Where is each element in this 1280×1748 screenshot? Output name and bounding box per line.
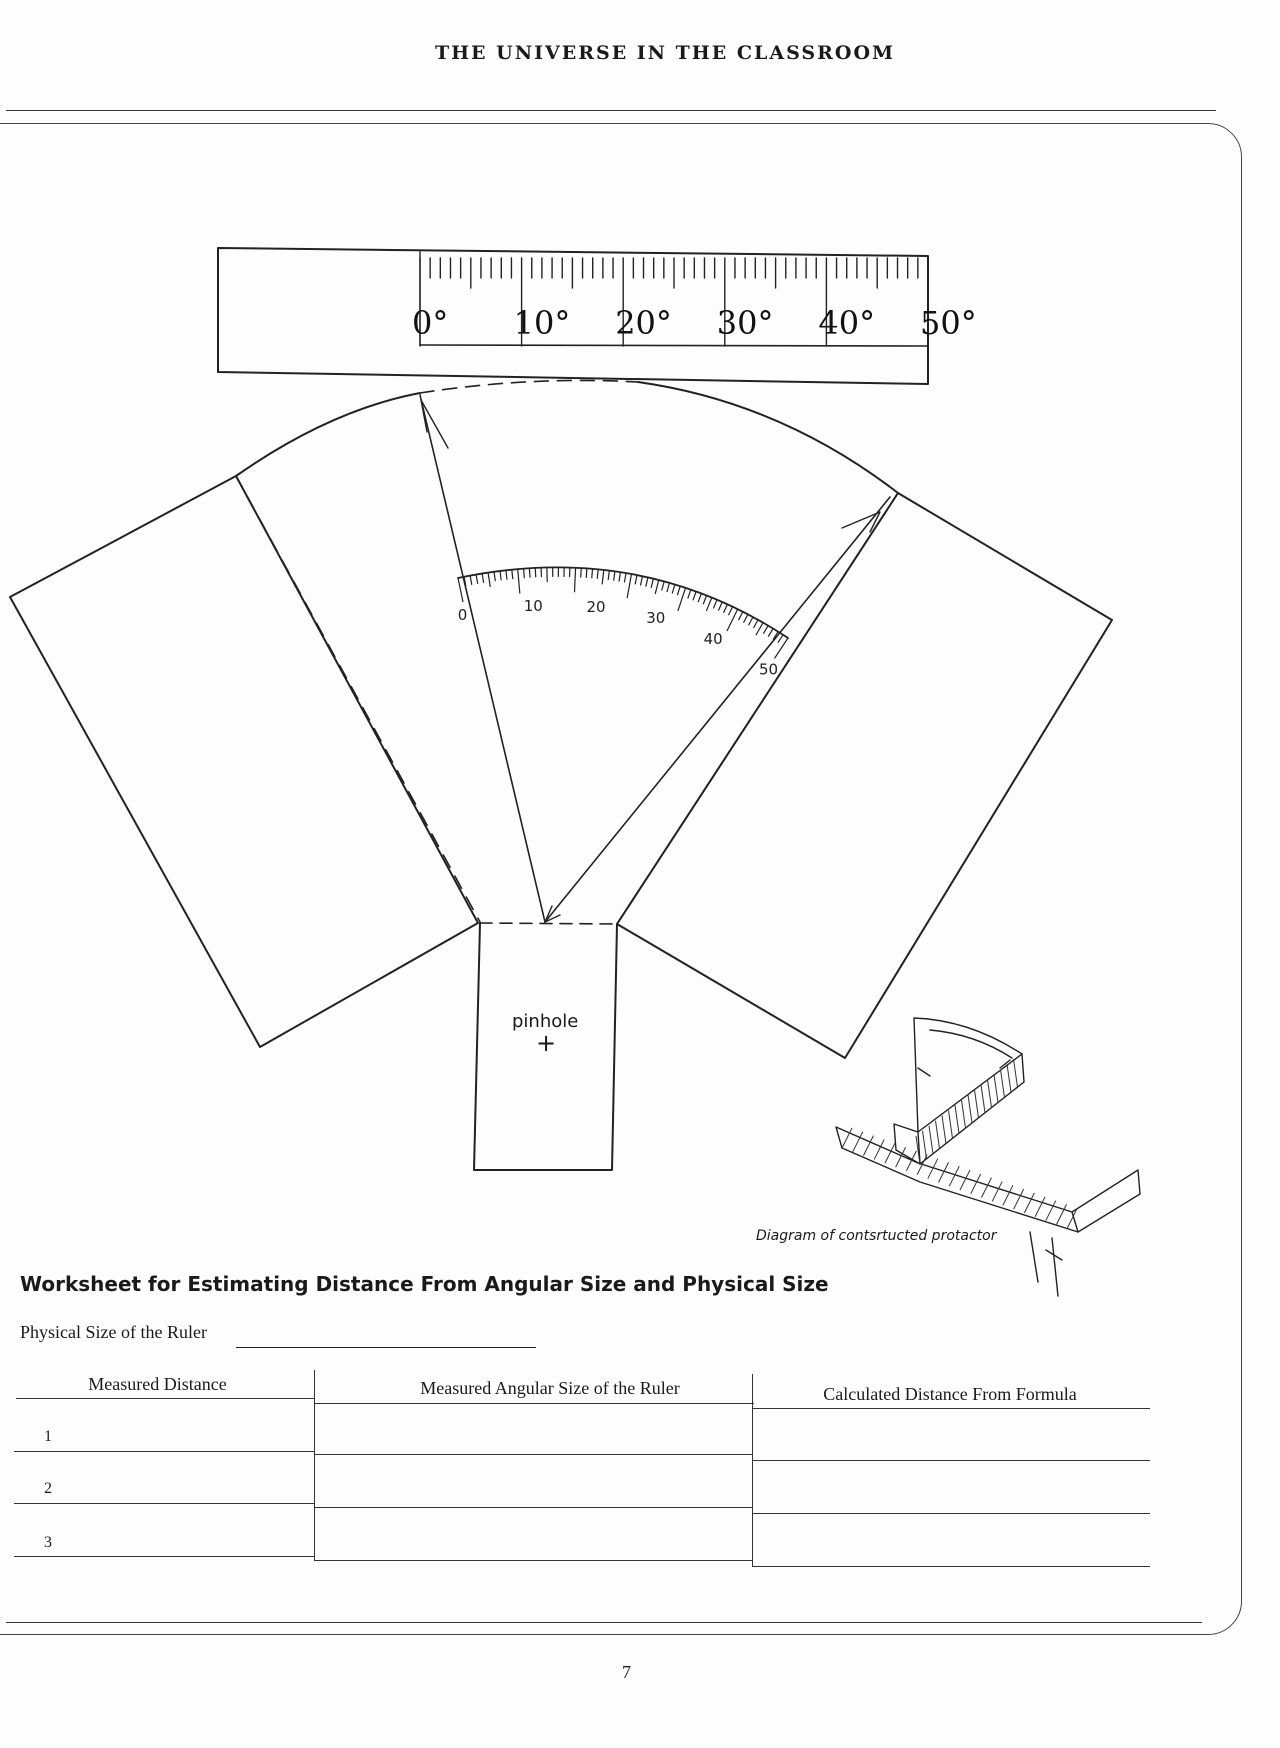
- protractor-tick: [625, 573, 626, 582]
- table-row-number: 2: [44, 1480, 52, 1497]
- protractor-ticks: [458, 567, 788, 658]
- protractor-tick: [754, 620, 758, 628]
- physical-size-label: Physical Size of the Ruler: [20, 1322, 207, 1342]
- footer-rule: [6, 1622, 1202, 1623]
- table-header-rule: [752, 1408, 1150, 1409]
- sketch-hatch-line: [1014, 1059, 1018, 1087]
- protractor-tick: [764, 626, 769, 634]
- table-row-number: 1: [44, 1428, 52, 1445]
- sketch-hatch-line: [1001, 1069, 1005, 1097]
- protractor-number-label: 50: [759, 660, 779, 679]
- sector-top-arc-right: [638, 382, 898, 493]
- constructed-protractor-sketch: [836, 1018, 1140, 1296]
- sketch-hatch-line: [962, 1100, 966, 1128]
- ruler-degree-label: 20°: [615, 304, 672, 342]
- sketch-hatch-line: [968, 1095, 972, 1123]
- ruler-degree-label: 10°: [513, 304, 571, 342]
- sketch-hatch-line: [1035, 1197, 1045, 1217]
- protractor-tick: [488, 573, 490, 587]
- protractor-tick: [714, 600, 718, 608]
- table-row-rule: [14, 1451, 314, 1452]
- physical-size-blank[interactable]: [236, 1347, 536, 1348]
- protractor-tick: [775, 638, 788, 658]
- left-side-panel: [10, 476, 478, 1047]
- left-sight-line: [420, 395, 545, 922]
- protractor-tick: [655, 580, 658, 594]
- sketch-hatch-line: [1014, 1189, 1024, 1209]
- table-column-divider: [314, 1370, 315, 1560]
- table-row-number: 3: [44, 1534, 52, 1551]
- protractor-tick: [476, 575, 478, 584]
- protractor-tick: [482, 574, 483, 583]
- protractor-tick: [727, 609, 738, 631]
- sketch-hatch-line: [929, 1126, 933, 1154]
- table-row-rule: [314, 1454, 752, 1455]
- protractor-number-label: 0: [457, 606, 468, 625]
- protractor-tick: [729, 607, 733, 615]
- protractor-tick: [619, 572, 620, 581]
- protractor-number-label: 40: [703, 629, 723, 648]
- ruler-degree-label: 40°: [818, 304, 876, 342]
- sketch-hatch-line: [885, 1143, 895, 1163]
- protractor-tick: [586, 568, 587, 577]
- sketch-hatch-line: [863, 1136, 873, 1156]
- table-row-rule: [752, 1566, 1150, 1567]
- sketch-hatch-line: [975, 1090, 979, 1118]
- sketch-hatch-line: [1007, 1064, 1011, 1092]
- right-sight-line: [545, 497, 890, 922]
- protractor-tick: [597, 569, 598, 578]
- sector-top-arc-middle: [420, 380, 638, 393]
- protractor-tick: [470, 576, 472, 585]
- sketch-hatch-line: [971, 1174, 981, 1194]
- protractor-labels: [458, 597, 778, 679]
- sketch-hatch-line: [994, 1075, 998, 1103]
- left-fold-line: [236, 476, 480, 922]
- sketch-hatch-line: [949, 1110, 953, 1138]
- protractor-tick: [749, 617, 753, 625]
- table-row-rule: [14, 1556, 314, 1557]
- protractor-tick: [458, 578, 463, 601]
- ruler-degree-label: 30°: [716, 304, 774, 342]
- column-header-calculated-distance: Calculated Distance From Formula: [823, 1384, 1077, 1404]
- sketch-hatch-line: [981, 1178, 991, 1198]
- protractor-tick: [641, 576, 643, 585]
- protractor-tick: [672, 584, 675, 593]
- page-header-title: THE UNIVERSE IN THE CLASSROOM: [434, 42, 896, 64]
- sketch-hatch-line: [936, 1121, 940, 1149]
- protractor-tick: [768, 629, 773, 637]
- ruler-degree-label: 0°: [412, 304, 449, 342]
- protractor-tick: [724, 604, 728, 612]
- ruler-degree-label: 50°: [920, 304, 977, 342]
- table-header-rule: [314, 1403, 754, 1404]
- worksheet-title: Worksheet for Estimating Distance From Angular Size and Physical Size: [20, 1272, 829, 1296]
- table-row-rule: [314, 1507, 752, 1508]
- protractor-tick: [778, 635, 783, 643]
- protractor-number-label: 20: [586, 598, 606, 617]
- sketch-hatch-line: [955, 1105, 959, 1133]
- protractor-tick: [662, 581, 664, 590]
- protractor-number-label: 10: [523, 597, 543, 616]
- sketch-hatch-line: [942, 1116, 946, 1144]
- protractor-tick: [688, 590, 691, 599]
- table-row-rule: [752, 1513, 1150, 1514]
- protractor-tick: [635, 575, 637, 584]
- protractor-number-label: 30: [646, 609, 666, 628]
- protractor-tick: [678, 586, 681, 595]
- protractor-tick: [667, 583, 669, 592]
- protractor-tick: [592, 569, 593, 578]
- protractor-tick: [602, 570, 604, 584]
- sector-top-arc: [236, 393, 420, 476]
- sketch-hatching: [842, 1059, 1077, 1228]
- sketch-hatch-line: [981, 1085, 985, 1113]
- sketch-hatch-line: [988, 1080, 992, 1108]
- protractor-tick: [739, 612, 743, 620]
- sketch-hatch-line: [1024, 1193, 1034, 1213]
- pinhole-label: pinhole: [512, 1011, 579, 1032]
- protractor-tick: [614, 571, 615, 580]
- protractor-scale: [458, 567, 788, 658]
- sketch-hatch-line: [960, 1170, 970, 1190]
- table-row-rule: [752, 1460, 1150, 1461]
- table-row-rule: [14, 1503, 314, 1504]
- table-column-divider: [752, 1374, 753, 1566]
- protractor-tick: [651, 579, 653, 588]
- protractor-tick: [719, 602, 723, 610]
- sketch-hatch-line: [1003, 1185, 1013, 1205]
- protractor-tick: [506, 570, 507, 579]
- ruler-labels: [412, 304, 977, 342]
- protractor-tick: [529, 568, 530, 577]
- protractor-tick: [575, 568, 576, 592]
- protractor-tick: [608, 571, 609, 580]
- protractor-tick: [698, 593, 701, 601]
- column-header-angular-size: Measured Angular Size of the Ruler: [420, 1378, 680, 1398]
- page-number: 7: [622, 1662, 631, 1682]
- protractor-tick: [756, 623, 763, 635]
- protractor-tick: [518, 569, 520, 593]
- protractor-tick: [512, 570, 513, 579]
- inset-diagram-caption: Diagram of contsrtucted protactor: [756, 1228, 997, 1244]
- right-side-panel: [617, 493, 1112, 1058]
- protractor-tick: [581, 568, 582, 577]
- protractor-tick: [703, 595, 706, 603]
- sketch-hatch-line: [992, 1181, 1002, 1201]
- protractor-tick: [627, 574, 631, 598]
- protractor-tick: [494, 572, 495, 581]
- protractor-tick: [500, 571, 501, 580]
- table-row-rule: [314, 1560, 752, 1561]
- protractor-tick: [693, 591, 696, 599]
- column-header-measured-distance: Measured Distance: [88, 1374, 227, 1394]
- pinhole-cross-mark: +: [536, 1029, 557, 1057]
- protractor-tick: [524, 569, 525, 578]
- protractor-tick: [707, 598, 712, 611]
- table-header-rule: [16, 1398, 314, 1399]
- base-fold-line: [480, 923, 617, 924]
- protractor-tick: [646, 577, 648, 586]
- sketch-hatch-line: [874, 1139, 884, 1159]
- protractor-tick: [744, 614, 748, 622]
- left-arrowhead: [421, 400, 448, 448]
- sketch-hatch-line: [923, 1131, 927, 1159]
